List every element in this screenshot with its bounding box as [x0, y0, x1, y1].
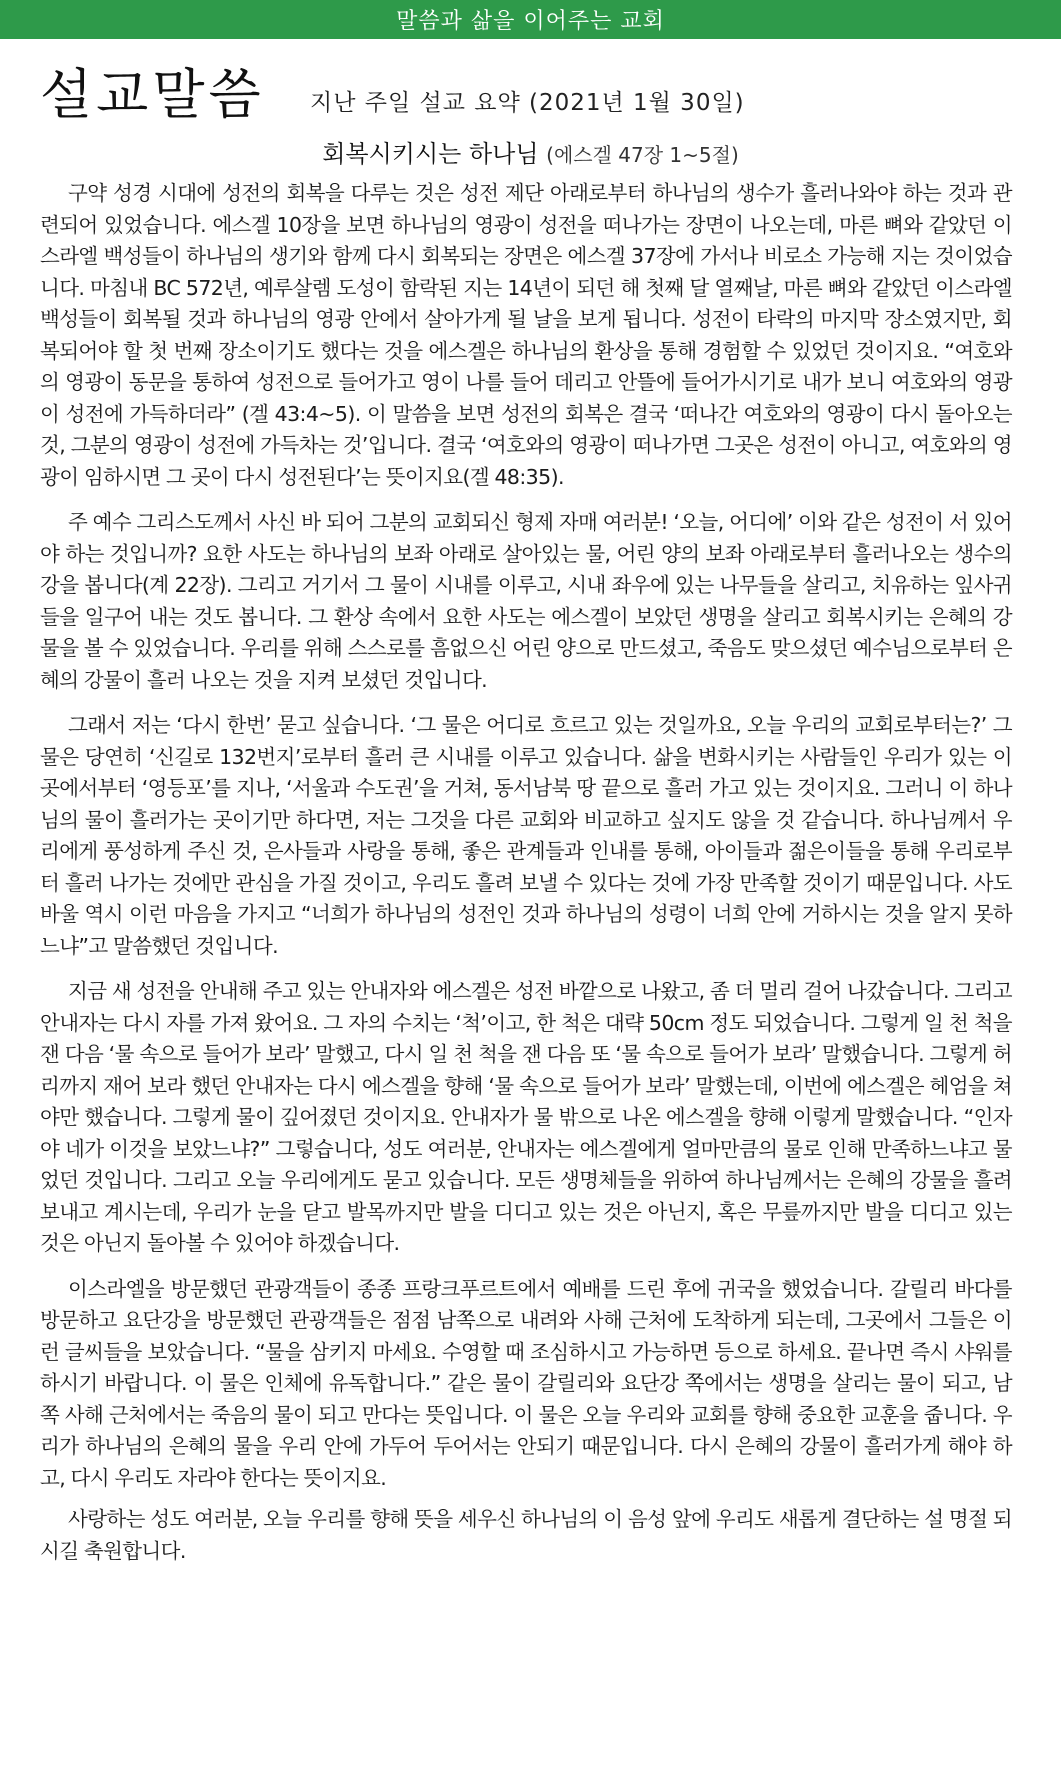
banner-text: 말씀과 삶을 이어주는 교회 [396, 9, 665, 34]
page-subtitle: 지난 주일 설교 요약 (2021년 1월 30일) [310, 90, 745, 116]
church-banner [0, 0, 1061, 39]
paragraph-2: 주 예수 그리스도께서 사신 바 되어 그분의 교회되신 형제 자매 여러분! ‘오늘, 어디에’ 이와 같은 성전이 서 있어야 하는 것입니까? 요한 사도는 하나님의 보좌 아래로 살아있는 물, 어린 양의 보좌 아래로부터 흘러나오는 생수의 강을 봅니다(계 22장). 그리고 거기서 그 물이 시내를 이루고, 시내 좌우에 있는 나무들을 살리고, 치유하는 잎사귀들을 일구어 내는 것도 봅니다. 그 환상 속에서 요한 사도는 에스겔이 보았던 생명을 살리고 회복시키는 은혜의 강물을 볼 수 있었습니다. 우리를 위해 스스로를 흠없으신 어린 양으로 만드셨고, 죽음도 맞으셨던 예수님으로부터 은혜의 강물이 흘러 나오는 것을 지켜 보셨던 것입니다. [40, 510, 1012, 692]
page-title: 설교말씀 [40, 63, 265, 126]
sermon-body [40, 178, 1012, 1581]
paragraph-3: 그래서 저는 ‘다시 한번’ 묻고 싶습니다. ‘그 물은 어디로 흐르고 있는 것일까요, 오늘 우리의 교회로부터는?’ 그 물은 당연히 ‘신길로 132번지’로부터 흘러 큰 시내를 이루고 있습니다. 삶을 변화시키는 사람들인 우리가 있는 이곳에서부터 ‘영등포’를 지나, ‘서울과 수도권’을 거쳐, 동서남북 땅 끝으로 흘러 가고 있는 것이지요. 그러니 이 하나님의 물이 흘러가는 곳이기만 하다면, 저는 그것을 다른 교회와 비교하고 싶지도 않을 것 같습니다. 하나님께서 우리에게 풍성하게 주신 것, 은사들과 사랑을 통해, 좋은 관계들과 인내를 통해, 아이들과 젊은이들을 통해 우리로부터 흘러 나가는 것에만 관심을 가질 것이고, 우리도 흘려 보낼 수 있다는 것에 가장 만족할 것이기 때문입니다. 사도 바울 역시 이런 마음을 가지고 “너희가 하나님의 성전인 것과 하나님의 성령이 너희 안에 거하시는 것을 알지 못하느냐”고 말씀했던 것입니다. [40, 713, 1012, 958]
sermon-title [0, 134, 1061, 169]
scripture-reference: (에스겔 47장 1~5절) [546, 143, 739, 167]
paragraph-6: 사랑하는 성도 여러분, 오늘 우리를 향해 뜻을 세우신 하나님의 이 음성 앞에 우리도 새롭게 결단하는 설 명절 되시길 축원합니다. [40, 1507, 1012, 1563]
page-header [40, 60, 1030, 130]
paragraph-4: 지금 새 성전을 안내해 주고 있는 안내자와 에스겔은 성전 바깥으로 나왔고, 좀 더 멀리 걸어 나갔습니다. 그리고 안내자는 다시 자를 가져 왔어요. 그 자의 수치는 ‘척’이고, 한 척은 대략 50cm 정도 되었습니다. 그렇게 일 천 척을 잰 다음 ‘물 속으로 들어가 보라’ 말했고, 다시 일 천 척을 잰 다음 또 ‘물 속으로 들어가 보라’ 말했습니다. 그렇게 허리까지 재어 보라 했던 안내자는 다시 에스겔을 향해 ‘물 속으로 들어가 보라’ 말했는데, 이번에 에스겔은 헤엄을 쳐야만 했습니다. 그렇게 물이 깊어졌던 것이지요. 안내자가 물 밖으로 나온 에스겔을 향해 이렇게 말했습니다. “인자야 네가 이것을 보았느냐?” 그렇습니다, 성도 여러분, 안내자는 에스겔에게 얼마만큼의 물로 인해 만족하느냐고 물었던 것입니다. 그리고 오늘 우리에게도 묻고 있습니다. 모든 생명체들을 위하여 하나님께서는 은혜의 강물을 흘려 보내고 계시는데, 우리가 눈을 닫고 발목까지만 발을 디디고 있는 것은 아닌지, 혹은 무릎까지만 발을 디디고 있는 것은 아닌지 돌아볼 수 있어야 하겠습니다. [40, 979, 1012, 1255]
paragraph-5: 이스라엘을 방문했던 관광객들이 종종 프랑크푸르트에서 예배를 드린 후에 귀국을 했었습니다. 갈릴리 바다를 방문하고 요단강을 방문했던 관광객들은 점점 남쪽으로 내려와 사해 근처에 도착하게 되는데, 그곳에서 그들은 이런 글씨들을 보았습니다. “물을 삼키지 마세요. 수영할 때 조심하시고 가능하면 등으로 하세요. 끝나면 즉시 샤워를 하시기 바랍니다. 이 물은 인체에 유독합니다.” 같은 물이 갈릴리와 요단강 쪽에서는 생명을 살리는 물이 되고, 남쪽 사해 근처에서는 죽음의 물이 되고 만다는 뜻입니다. 이 물은 오늘 우리와 교회를 향해 중요한 교훈을 줍니다. 우리가 하나님의 은혜의 물을 우리 안에 가두어 두어서는 안되기 때문입니다. 다시 은혜의 강물이 흘러가게 해야 하고, 다시 우리도 자라야 한다는 뜻이지요. [40, 1276, 1012, 1490]
sermon-title-text: 회복시키시는 하나님 [322, 140, 539, 168]
paragraph-1: 구약 성경 시대에 성전의 회복을 다루는 것은 성전 제단 아래로부터 하나님의 생수가 흘러나와야 하는 것과 관련되어 있었습니다. 에스겔 10장을 보면 하나님의 영광이 성전을 떠나가는 장면이 나오는데, 마른 뼈와 같았던 이스라엘 백성들이 하나님의 생기와 함께 다시 회복되는 장면은 에스겔 37장에 가서나 비로소 가능해 지는 것이었습니다. 마침내 BC 572년, 예루살렘 도성이 함락된 지는 14년이 되던 해 첫째 달 열째날, 마른 뼈와 같았던 이스라엘 백성들이 회복될 것과 하나님의 영광 안에서 살아가게 될 날을 보게 됩니다. 성전이 타락의 마지막 장소였지만, 회복되어야 할 첫 번째 장소이기도 했다는 것을 에스겔은 하나님의 환상을 통해 경험할 수 있었던 것이지요. “여호와의 영광이 동문을 통하여 성전으로 들어가고 영이 나를 들어 데리고 안뜰에 들어가시기로 내가 보니 여호와의 영광이 성전에 가득하더라” (겔 43:4~5). 이 말씀을 보면 성전의 회복은 결국 ‘떠나간 여호와의 영광이 다시 돌아오는 것, 그분의 영광이 성전에 가득차는 것’입니다. 결국 ‘여호와의 영광이 떠나가면 그곳은 성전이 아니고, 여호와의 영광이 임하시면 그 곳이 다시 성전된다’는 뜻이지요(겔 48:35). [40, 181, 1012, 489]
